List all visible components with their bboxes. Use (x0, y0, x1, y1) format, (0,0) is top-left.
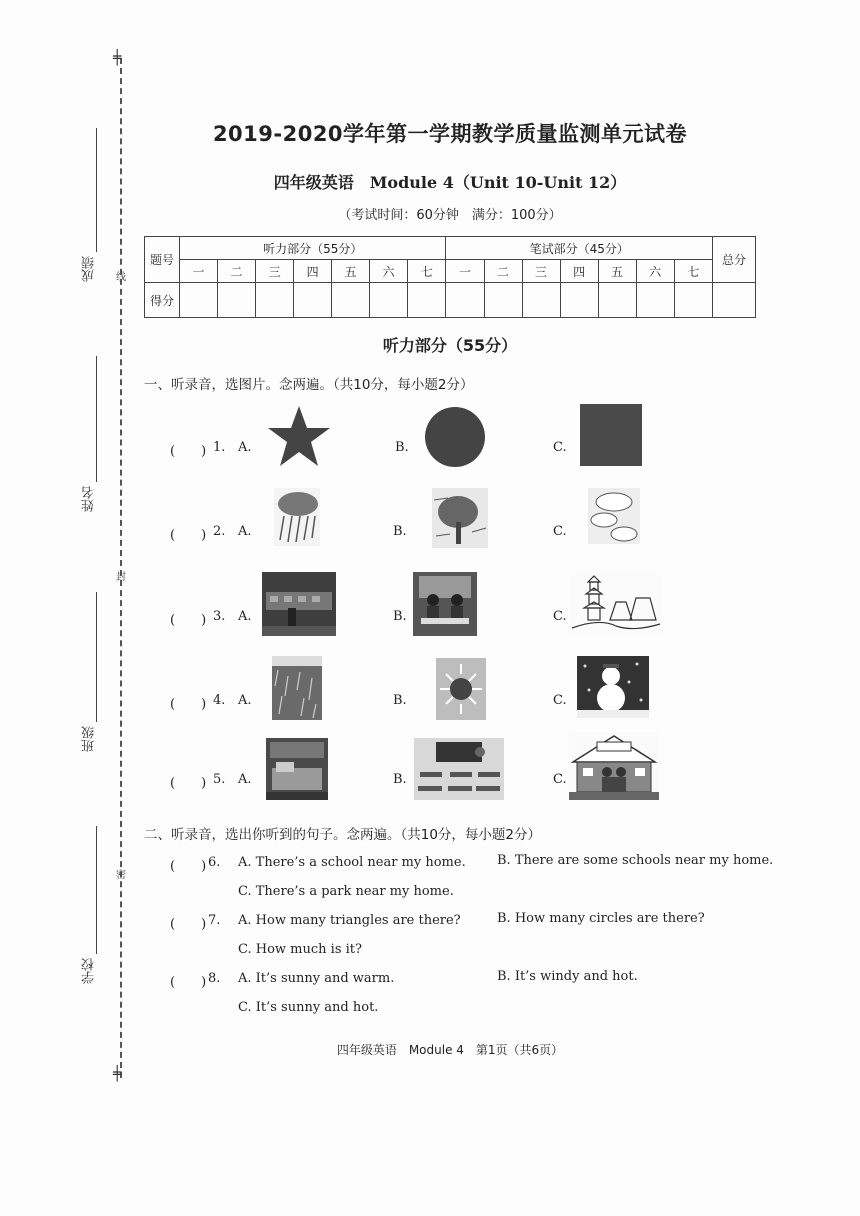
listening-col: 一 (180, 260, 218, 283)
question-number: 3. (213, 609, 226, 624)
answer-blank[interactable]: ( ) (170, 975, 207, 990)
option-b: B. (395, 440, 409, 455)
score-cell[interactable] (294, 283, 332, 318)
field-label-school: 学校 (82, 958, 97, 984)
binding-mark-xian: 线 (116, 272, 126, 283)
field-line-score[interactable] (96, 128, 97, 252)
street-scene-icon[interactable] (262, 572, 336, 636)
family-dinner-icon[interactable] (413, 572, 477, 636)
field-label-class: 班级 (82, 726, 97, 752)
option-a: A. (238, 440, 252, 455)
score-cell[interactable] (598, 283, 636, 318)
writing-col: 三 (522, 260, 560, 283)
writing-col: 四 (560, 260, 598, 283)
score-cell[interactable] (484, 283, 522, 318)
field-label-name: 姓名 (82, 486, 97, 512)
star-icon[interactable] (266, 404, 332, 468)
answer-blank[interactable]: ( ) (170, 697, 207, 712)
option-c: C. It’s sunny and hot. (238, 1000, 379, 1015)
question-number: 2. (213, 524, 226, 539)
question-number: 4. (213, 693, 226, 708)
score-cell[interactable] (408, 283, 446, 318)
score-cell[interactable] (522, 283, 560, 318)
listening-col: 三 (256, 260, 294, 283)
classroom-icon[interactable] (414, 738, 504, 800)
option-a: A. (238, 693, 252, 708)
total-header: 总分 (713, 237, 756, 283)
option-a: A. (238, 524, 252, 539)
answer-blank[interactable]: ( ) (170, 859, 207, 874)
field-line-name[interactable] (96, 356, 97, 482)
school-house-icon[interactable] (569, 732, 659, 800)
option-b: B. How many circles are there? (497, 911, 705, 926)
binding-bottom-cap: ╪ (113, 1066, 122, 1082)
option-c: C. There’s a park near my home. (238, 884, 454, 899)
windy-tree-icon[interactable] (432, 488, 488, 548)
exam-subtitle: 四年级英语 Module 4（Unit 10-Unit 12） (273, 173, 627, 192)
question-number: 7. (208, 913, 221, 928)
binding-mark-feng: 封 (116, 572, 126, 583)
writing-col: 六 (636, 260, 674, 283)
option-a: A. (238, 772, 252, 787)
circle-icon[interactable] (422, 406, 488, 470)
listening-col: 四 (294, 260, 332, 283)
listening-col: 五 (332, 260, 370, 283)
answer-blank[interactable]: ( ) (170, 917, 207, 932)
option-a: A. There’s a school near my home. (238, 855, 466, 870)
option-c: C. (553, 693, 567, 708)
question-number: 5. (213, 772, 226, 787)
writing-col: 七 (674, 260, 712, 283)
field-line-school[interactable] (96, 826, 97, 954)
writing-header: 笔试部分（45分） (446, 237, 713, 260)
exam-time-info: （考试时间：60分钟 满分：100分） (338, 208, 562, 223)
score-total-cell[interactable] (713, 283, 756, 318)
option-b: B. (393, 609, 407, 624)
square-icon[interactable] (580, 404, 642, 466)
option-b: B. (393, 772, 407, 787)
score-col-label: 题号 (145, 237, 180, 283)
score-cell[interactable] (636, 283, 674, 318)
storm-cloud-icon[interactable] (274, 488, 320, 546)
option-b: B. There are some schools near my home. (497, 853, 774, 868)
part2-heading: 二、听录音，选出你听到的句子。念两遍。（共10分，每小题2分） (144, 827, 542, 843)
binding-top-cap: ╪ (113, 50, 122, 66)
score-cell[interactable] (256, 283, 294, 318)
listening-header: 听力部分（55分） (180, 237, 446, 260)
option-c: C. (553, 524, 567, 539)
binding-mark-mi: 密 (116, 870, 126, 881)
sun-icon[interactable] (436, 658, 486, 720)
rain-icon[interactable] (272, 656, 322, 720)
cloudy-icon[interactable] (588, 488, 640, 544)
listening-heading: 听力部分（55分） (382, 336, 518, 355)
option-c: C. (553, 609, 567, 624)
listening-col: 六 (370, 260, 408, 283)
score-cell[interactable] (218, 283, 256, 318)
score-cell[interactable] (560, 283, 598, 318)
answer-blank[interactable]: ( ) (170, 444, 207, 459)
score-table (144, 236, 756, 318)
writing-col: 一 (446, 260, 484, 283)
question-number: 1. (213, 440, 226, 455)
score-cell[interactable] (446, 283, 484, 318)
pagoda-town-icon[interactable] (570, 572, 662, 634)
option-b: B. (393, 693, 407, 708)
option-c: C. (553, 772, 567, 787)
answer-blank[interactable]: ( ) (170, 613, 207, 628)
part1-heading: 一、听录音，选图片。念两遍。（共10分，每小题2分） (144, 377, 474, 393)
snowman-icon[interactable] (577, 656, 649, 718)
score-row-label: 得分 (145, 283, 180, 318)
listening-col: 二 (218, 260, 256, 283)
option-a: A. How many triangles are there? (238, 913, 461, 928)
score-cell[interactable] (674, 283, 712, 318)
exam-title: 2019-2020学年第一学期教学质量监测单元试卷 (212, 122, 688, 146)
field-line-class[interactable] (96, 592, 97, 722)
bedroom-icon[interactable] (266, 738, 328, 800)
option-c: C. How much is it? (238, 942, 362, 957)
score-cell[interactable] (370, 283, 408, 318)
score-cell[interactable] (180, 283, 218, 318)
option-b: B. (393, 524, 407, 539)
question-number: 8. (208, 971, 221, 986)
option-b: B. It’s windy and hot. (497, 969, 638, 984)
option-a: A. (238, 609, 252, 624)
option-a: A. It’s sunny and warm. (238, 971, 395, 986)
question-number: 6. (208, 855, 221, 870)
field-label-score: 成绩 (82, 256, 97, 282)
writing-col: 五 (598, 260, 636, 283)
option-c: C. (553, 440, 567, 455)
page-footer: 四年级英语 Module 4 第1页（共6页） (336, 1043, 564, 1057)
writing-col: 二 (484, 260, 522, 283)
answer-blank[interactable]: ( ) (170, 776, 207, 791)
score-cell[interactable] (332, 283, 370, 318)
answer-blank[interactable]: ( ) (170, 528, 207, 543)
listening-col: 七 (408, 260, 446, 283)
